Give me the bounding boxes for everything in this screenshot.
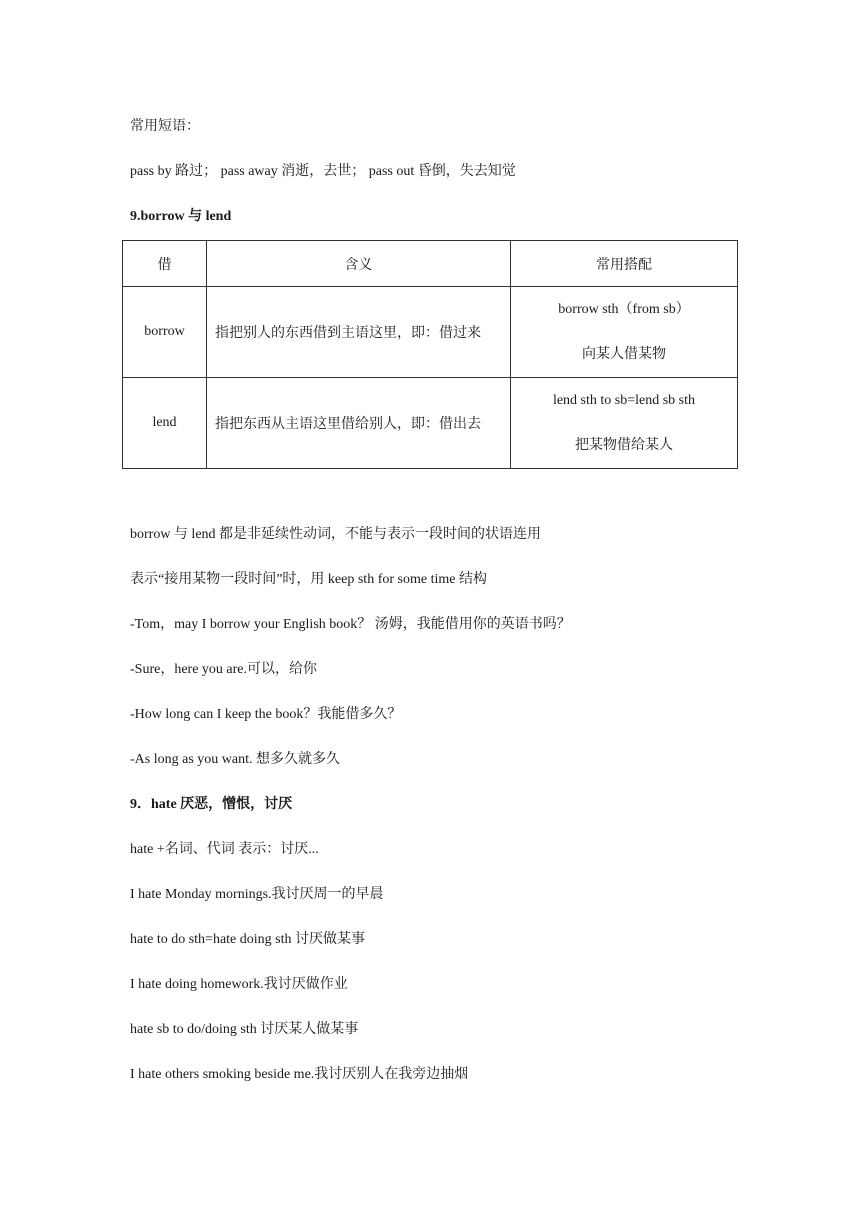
collocation-en: lend sth to sb=lend sb sth — [552, 392, 696, 408]
cell-collocation — [511, 378, 738, 469]
hate-heading: 9．hate 厌恶，憎恨，讨厌 — [130, 797, 293, 812]
hate-line: hate to do sth=hate doing sth 讨厌做某事 — [130, 932, 365, 947]
cell-word: borrow — [123, 287, 207, 378]
cell-meaning: 指把东西从主语这里借给别人，即：借出去 — [207, 378, 511, 469]
cell-word: lend — [123, 378, 207, 469]
phrases-line: pass by 路过； pass away 消逝，去世； pass out 昏倒，失去知觉 — [130, 164, 516, 179]
table-row-borrow — [123, 287, 738, 378]
note-line: -As long as you want. 想多久就多久 — [130, 752, 340, 767]
hate-line: hate +名词、代词 表示：讨厌... — [130, 842, 319, 857]
header-collocation: 常用搭配 — [511, 241, 738, 287]
hate-line: I hate Monday mornings.我讨厌周一的早晨 — [130, 887, 384, 902]
note-line: borrow 与 lend 都是非延续性动词，不能与表示一段时间的状语连用 — [130, 527, 542, 542]
borrow-lend-table — [122, 240, 738, 469]
phrases-heading: 常用短语： — [130, 119, 200, 134]
table-header-row — [123, 241, 738, 287]
collocation-zh: 把某物借给某人 — [575, 437, 673, 453]
header-meaning: 含义 — [207, 241, 511, 287]
cell-collocation — [511, 287, 738, 378]
collocation-zh: 向某人借某物 — [582, 346, 666, 362]
hate-line: I hate others smoking beside me.我讨厌别人在我旁边抽烟 — [130, 1067, 469, 1082]
hate-line: I hate doing homework.我讨厌做作业 — [130, 977, 348, 992]
note-line: -Sure，here you are.可以，给你 — [130, 662, 318, 677]
collocation-en: borrow sth（from sb） — [558, 301, 690, 317]
hate-line: hate sb to do/doing sth 讨厌某人做某事 — [130, 1022, 359, 1037]
note-line: -Tom，may I borrow your English book？ 汤姆，我能借用你的英语书吗？ — [130, 617, 571, 632]
cell-meaning: 指把别人的东西借到主语这里，即：借过来 — [207, 287, 511, 378]
note-line: 表示“接用某物一段时间”时，用 keep sth for some time 结构 — [130, 572, 487, 587]
note-line: -How long can I keep the book？我能借多久？ — [130, 707, 402, 722]
header-word: 借 — [123, 241, 207, 287]
borrow-lend-heading: 9.borrow 与 lend — [130, 209, 232, 224]
table-row-lend — [123, 378, 738, 469]
